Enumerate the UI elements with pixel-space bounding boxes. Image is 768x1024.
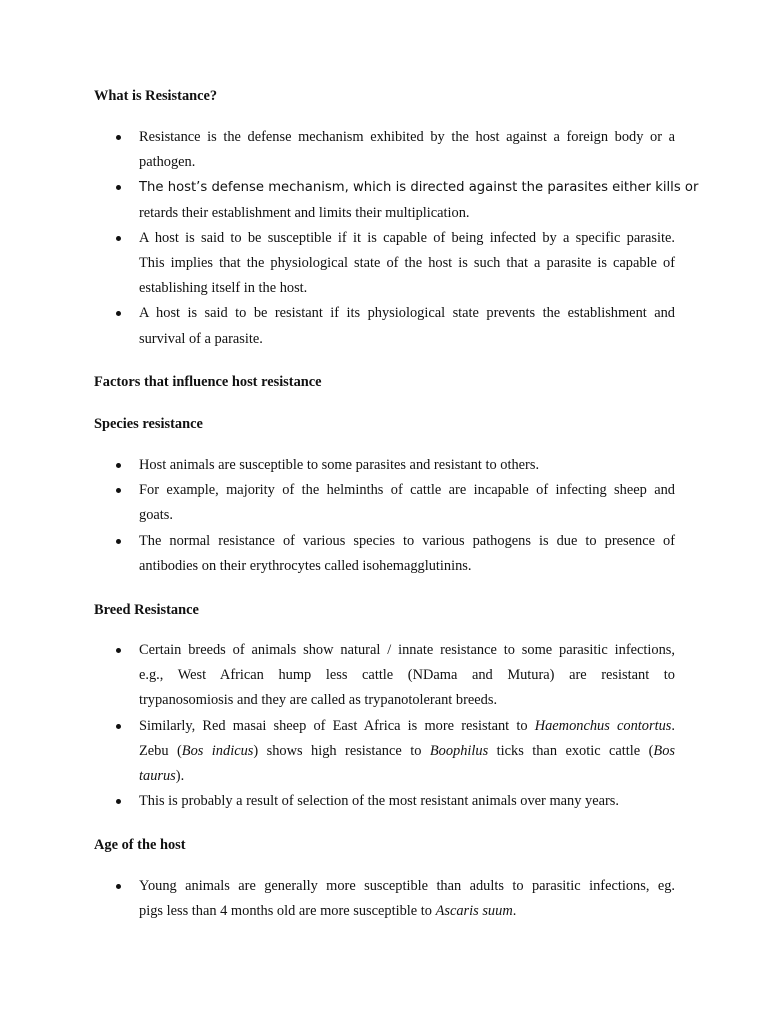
- list-item: [94, 453, 675, 478]
- text-line: A host is said to be susceptible if it is capable of being infected by a specific parasite.: [139, 229, 675, 246]
- list-item: [94, 714, 675, 790]
- list-item: [94, 478, 675, 528]
- text-line: Resistance is the defense mechanism exhibited by the host against a foreign body or a: [139, 129, 675, 145]
- text-line: A host is said to be resistant if its physiological state prevents the establishment and: [139, 305, 675, 322]
- text-run: pigs less than 4 months old are more susceptible to: [139, 903, 436, 920]
- list-item: [94, 789, 675, 814]
- species-name: Boophilus: [429, 742, 489, 759]
- text-line: This is probably a result of selection of the most resistant animals over many years.: [139, 793, 619, 810]
- text-line: [139, 764, 675, 789]
- text-line: Certain breeds of animals show natural / innate resistance to some parasitic infections,: [139, 642, 675, 658]
- text-run: Zebu (: [139, 742, 182, 759]
- species-name: Bos: [653, 742, 675, 759]
- heading-factors: Factors that influence host resistance: [94, 374, 322, 390]
- text-line: establishing itself in the host.: [139, 280, 308, 297]
- heading-breed-resistance: Breed Resistance: [94, 602, 199, 618]
- resistance-definition-list: [94, 125, 699, 352]
- text-run: .: [671, 717, 675, 734]
- list-item: [94, 874, 675, 924]
- heading-species-resistance: Species resistance: [94, 416, 203, 432]
- heading-what-is-resistance: What is Resistance?: [94, 88, 218, 104]
- list-item: [94, 125, 675, 175]
- text-line: e.g., West African hump less cattle (NDama and Mutura) are resistant to: [139, 667, 675, 684]
- list-item: [94, 175, 699, 225]
- text-run: ticks than exotic cattle (: [488, 742, 654, 759]
- text-line: For example, majority of the helminths of cattle are incapable of infecting sheep and: [139, 482, 675, 499]
- text-line: survival of a parasite.: [139, 330, 263, 347]
- list-item: [94, 529, 675, 579]
- text-line: trypanosomiosis and they are called as trypanotolerant breeds.: [139, 692, 498, 709]
- text-line: This implies that the physiological state of the host is such that a parasite is capable of: [139, 255, 675, 272]
- species-name: Haemonchus contortus: [534, 717, 672, 734]
- age-of-host-list: [94, 874, 675, 924]
- species-name: Ascaris suum: [435, 903, 513, 920]
- list-item: [94, 638, 675, 714]
- text-run: Similarly, Red masai sheep of East Africa is more resistant to: [139, 717, 535, 734]
- text-line: The host’s defense mechanism, which is directed against the parasites either kills or: [139, 180, 699, 196]
- text-run: ).: [175, 768, 185, 785]
- heading-age-of-host: Age of the host: [94, 837, 186, 853]
- text-line: Host animals are susceptible to some parasites and resistant to others.: [139, 457, 540, 473]
- text-line: [139, 874, 675, 899]
- text-line: antibodies on their erythrocytes called isohemagglutinins.: [139, 557, 472, 574]
- text-run: Young animals are generally more susceptible than adults to parasitic infections, eg.: [139, 878, 675, 894]
- list-item: [94, 226, 675, 302]
- text-run: ) shows high resistance to: [253, 742, 430, 759]
- list-item: [94, 301, 675, 351]
- text-line: [139, 739, 675, 764]
- text-line: pathogen.: [139, 154, 196, 171]
- species-name: taurus: [139, 768, 176, 785]
- species-name: Bos indicus: [181, 742, 254, 759]
- breed-resistance-list: [94, 638, 675, 814]
- text-line: [139, 899, 675, 924]
- text-line: The normal resistance of various species to various pathogens is due to presence of: [139, 532, 675, 549]
- text-line: retards their establishment and limits their multiplication.: [139, 204, 470, 221]
- species-resistance-list: [94, 453, 675, 579]
- text-run: .: [512, 903, 517, 920]
- text-line: goats.: [139, 507, 173, 524]
- text-line: [139, 714, 675, 739]
